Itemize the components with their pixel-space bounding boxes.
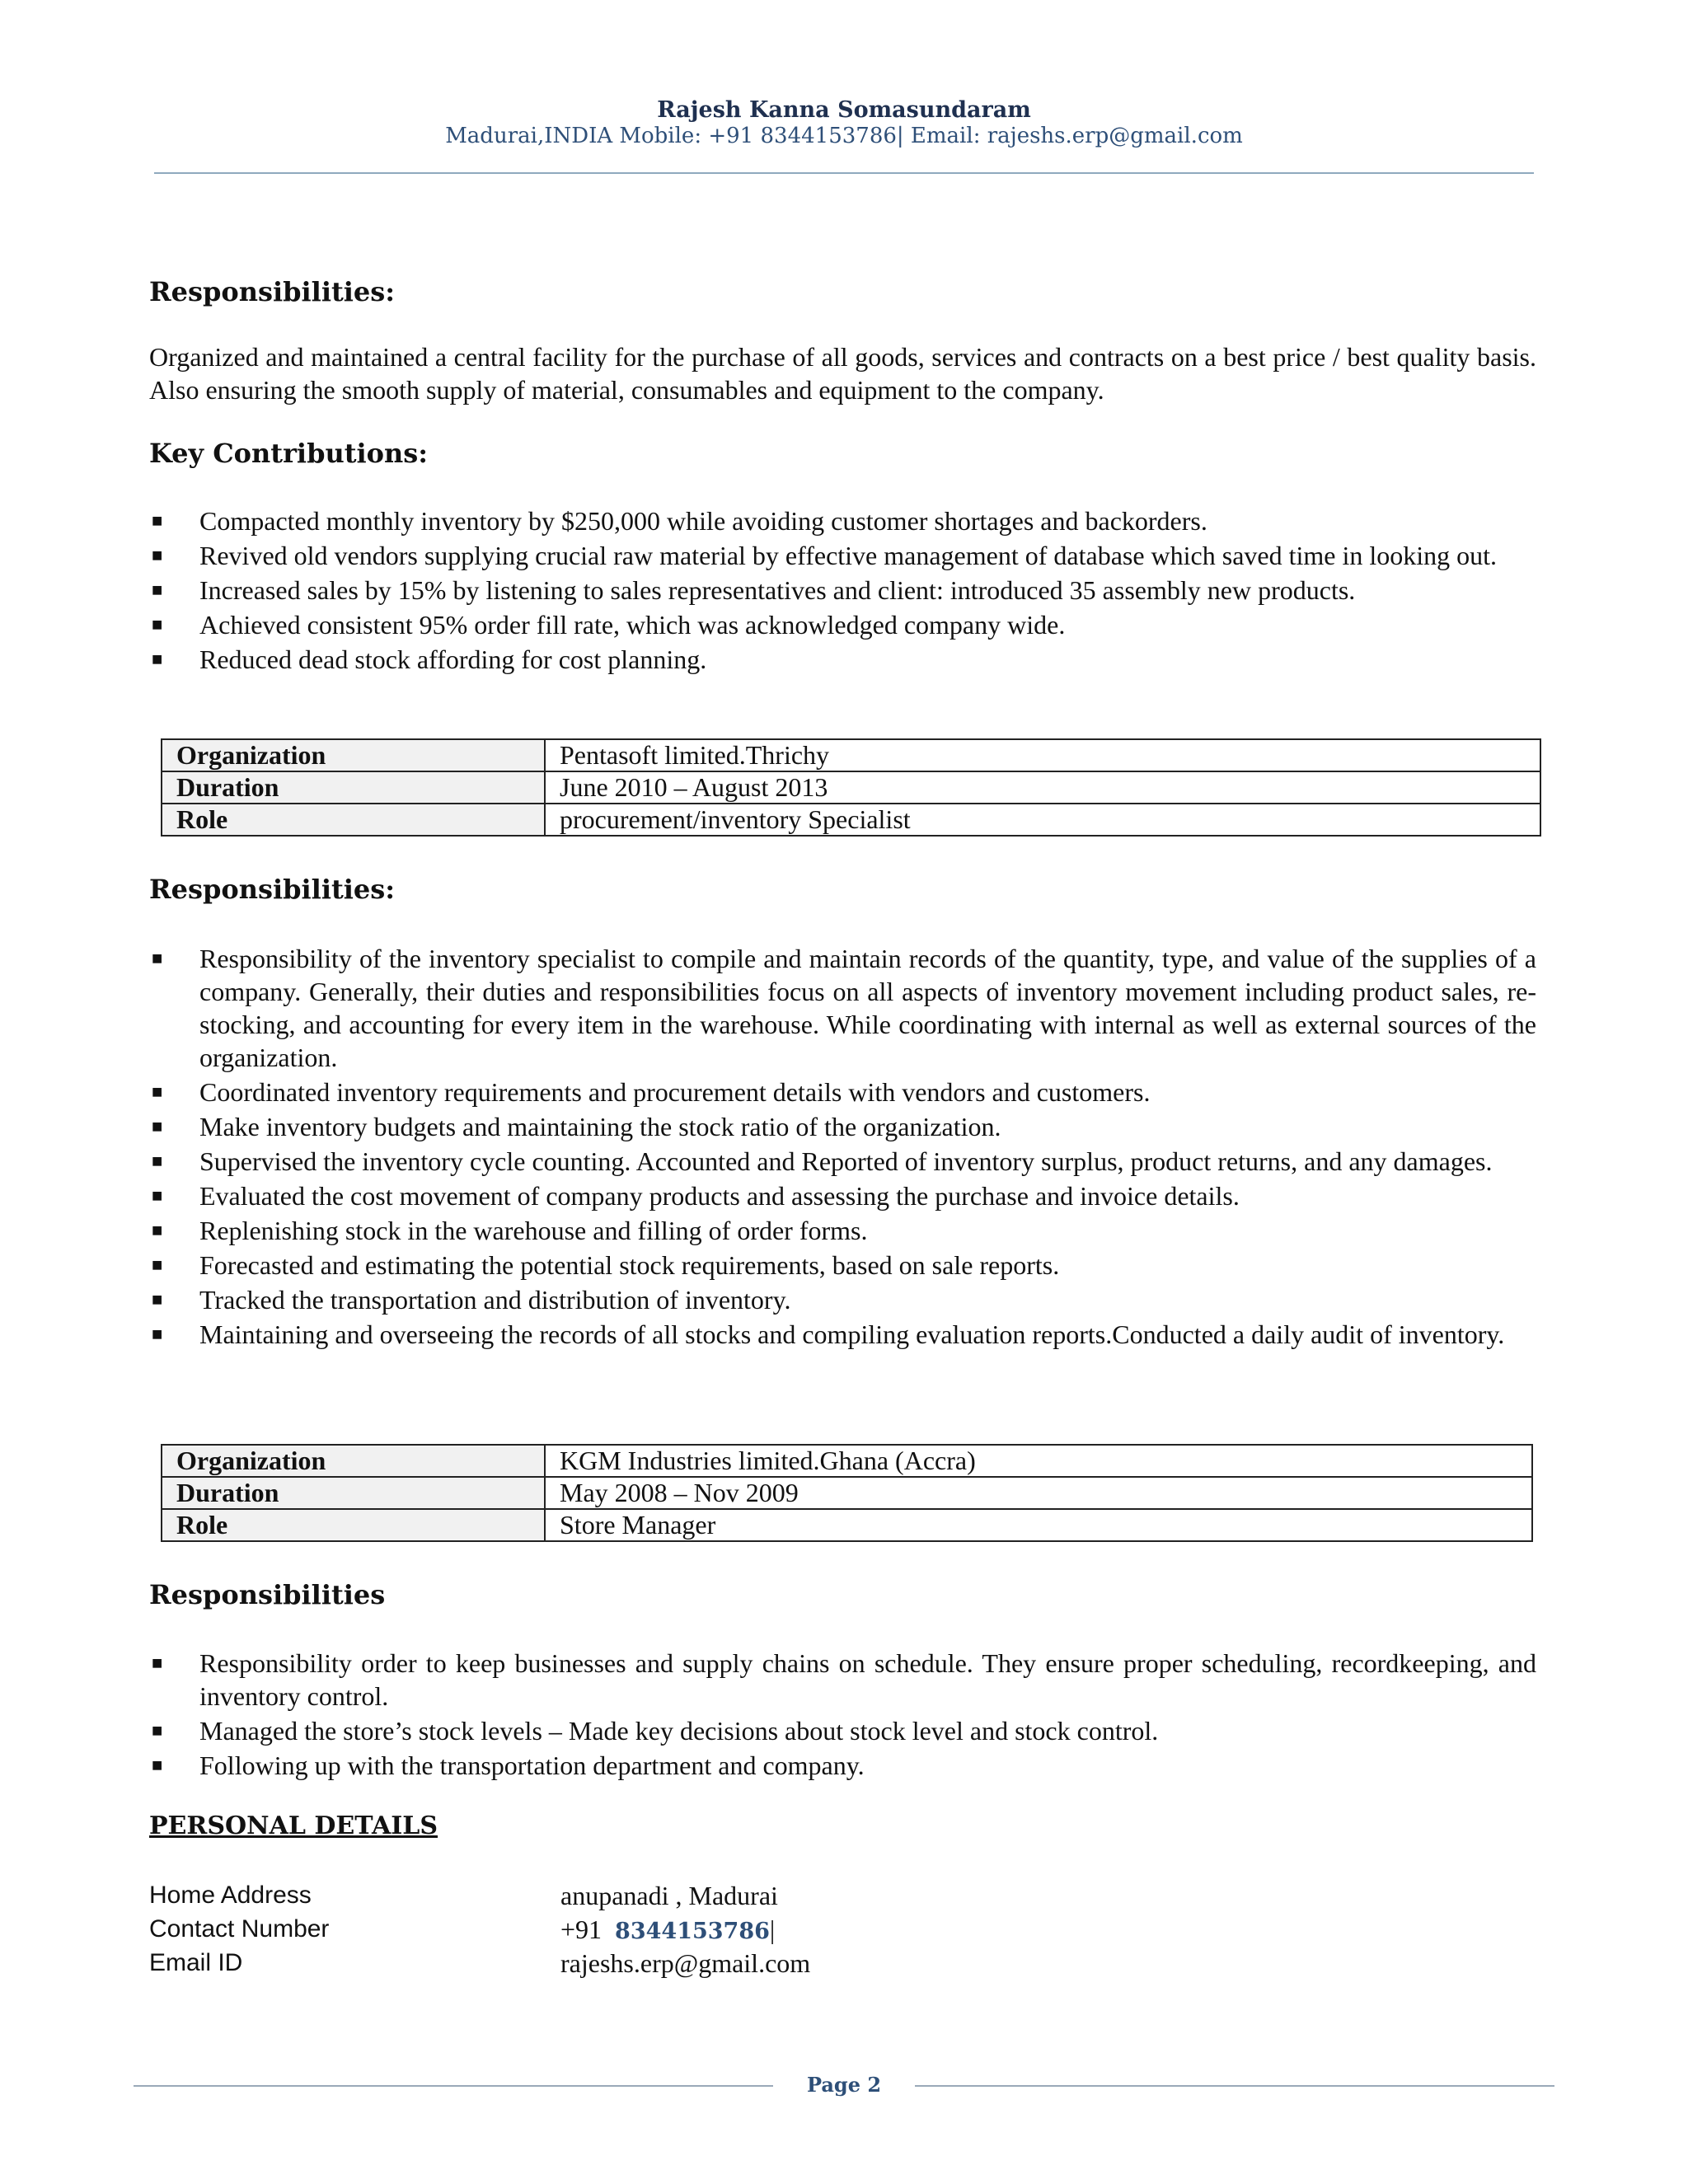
square-bullet-icon: ■ <box>152 1652 163 1673</box>
job-info-table <box>161 738 1541 837</box>
email-value: rajeshs.erp@gmail.com <box>560 1948 811 1978</box>
square-bullet-icon: ■ <box>152 545 163 565</box>
square-bullet-icon: ■ <box>152 614 163 635</box>
square-bullet-icon: ■ <box>152 1116 163 1137</box>
list-item: ■ Make inventory budgets and maintaining the stock ratio of the organization. <box>152 1112 1001 1141</box>
responsibilities-list <box>149 942 1536 1352</box>
square-bullet-icon: ■ <box>152 510 163 531</box>
personal-details-title: PERSONAL DETAILS <box>149 1811 438 1840</box>
square-bullet-icon: ■ <box>152 1220 163 1240</box>
header-divider <box>154 172 1534 174</box>
home-address-label: Home Address <box>149 1882 312 1909</box>
list-item: ■ Coordinated inventory requirements and procurement details with vendors and customers. <box>152 1077 1151 1107</box>
table-row <box>162 739 1540 771</box>
list-item: ■ Forecasted and estimating the potential stock requirements, based on sale reports. <box>152 1250 1060 1280</box>
responsibilities-list <box>149 1647 1536 1783</box>
email-label: Email ID <box>149 1949 243 1976</box>
square-bullet-icon: ■ <box>152 649 163 669</box>
table-key: Organization <box>162 1445 545 1477</box>
section-heading: Responsibilities: <box>149 874 396 905</box>
phone-number: 8344153786 <box>615 1919 770 1944</box>
list-item: ■ Managed the store’s stock levels – Made key decisions about stock level and stock control. <box>152 1716 1159 1746</box>
table-value: Pentasoft limited.Thrichy <box>545 739 1540 771</box>
list-item: ■ Replenishing stock in the warehouse and filling of order forms. <box>152 1216 868 1245</box>
table-value: procurement/inventory Specialist <box>545 804 1540 836</box>
list-item: ■ Evaluated the cost movement of company products and assessing the purchase and invoice details. <box>152 1181 1240 1211</box>
footer-divider-left <box>134 2085 773 2087</box>
table-key: Role <box>162 804 545 836</box>
page-number: Page 2 <box>806 2073 882 2097</box>
contact-number-value: +91 8344153786| <box>560 1915 776 1944</box>
contributions-list <box>149 504 1536 677</box>
list-item: ■ Reduced dead stock affording for cost planning. <box>152 644 707 674</box>
table-key: Duration <box>162 1477 545 1509</box>
table-value: KGM Industries limited.Ghana (Accra) <box>545 1445 1532 1477</box>
table-key: Role <box>162 1509 545 1541</box>
table-row <box>162 1445 1532 1477</box>
contact-number-label: Contact Number <box>149 1915 330 1943</box>
table-row <box>162 1509 1532 1541</box>
table-row <box>162 804 1540 836</box>
candidate-name: Rajesh Kanna Somasundaram <box>657 97 1031 123</box>
home-address-value: anupanadi , Madurai <box>560 1881 778 1910</box>
list-item: ■ Tracked the transportation and distribution of inventory. <box>152 1285 791 1315</box>
square-bullet-icon: ■ <box>152 948 163 968</box>
table-value: May 2008 – Nov 2009 <box>545 1477 1532 1509</box>
table-key: Organization <box>162 739 545 771</box>
list-item: ■ Responsibility order to keep businesses and supply chains on schedule. They ensure proper scheduling, recordkeeping, and inventory control. <box>152 1648 1536 1711</box>
square-bullet-icon: ■ <box>152 1289 163 1310</box>
list-item: ■ Maintaining and overseeing the records of all stocks and compiling evaluation reports.Conducted a daily audit of inventory. <box>152 1319 1505 1349</box>
section-heading: Key Contributions: <box>149 438 429 469</box>
list-item: ■ Revived old vendors supplying crucial raw material by effective management of database which saved time in looking out. <box>152 541 1498 570</box>
footer-divider-right <box>915 2085 1554 2087</box>
table-key: Duration <box>162 771 545 804</box>
square-bullet-icon: ■ <box>152 1254 163 1275</box>
square-bullet-icon: ■ <box>152 1324 163 1344</box>
section-heading: Responsibilities <box>149 1579 386 1610</box>
square-bullet-icon: ■ <box>152 1720 163 1741</box>
job-info-table <box>161 1444 1533 1542</box>
list-item: ■ Compacted monthly inventory by $250,000 while avoiding customer shortages and backorders. <box>152 506 1207 536</box>
list-item: ■ Supervised the inventory cycle counting. Accounted and Reported of inventory surplus, product returns, and any damages. <box>152 1146 1493 1176</box>
responsibility-paragraph: Organized and maintained a central facility for the purchase of all goods, services and contracts on a best price / best quality basis. Also ensuring the smooth supply of material, consumables and equipment to the company. <box>149 342 1536 405</box>
table-row <box>162 771 1540 804</box>
square-bullet-icon: ■ <box>152 1185 163 1206</box>
square-bullet-icon: ■ <box>152 579 163 600</box>
list-item: ■ Achieved consistent 95% order fill rate, which was acknowledged company wide. <box>152 610 1066 640</box>
list-item: ■ Following up with the transportation department and company. <box>152 1750 865 1780</box>
table-row <box>162 1477 1532 1509</box>
list-item: ■ Responsibility of the inventory specialist to compile and maintain records of the quantity, type, and value of the supplies of a company. Generally, their duties and responsibilities focus on all aspects of inventory movement including product sales, re-stocking, and accounting for every item in the warehouse. While coordinating with internal as well as external sources of the organization. <box>152 944 1536 1072</box>
list-item: ■ Increased sales by 15% by listening to sales representatives and client: introduced 35 assembly new products. <box>152 575 1356 605</box>
table-value: June 2010 – August 2013 <box>545 771 1540 804</box>
contact-line: Madurai,INDIA Mobile: +91 8344153786| Email: rajeshs.erp@gmail.com <box>445 124 1243 148</box>
square-bullet-icon: ■ <box>152 1151 163 1171</box>
square-bullet-icon: ■ <box>152 1755 163 1775</box>
table-value: Store Manager <box>545 1509 1532 1541</box>
square-bullet-icon: ■ <box>152 1081 163 1102</box>
section-heading: Responsibilities: <box>149 276 396 307</box>
